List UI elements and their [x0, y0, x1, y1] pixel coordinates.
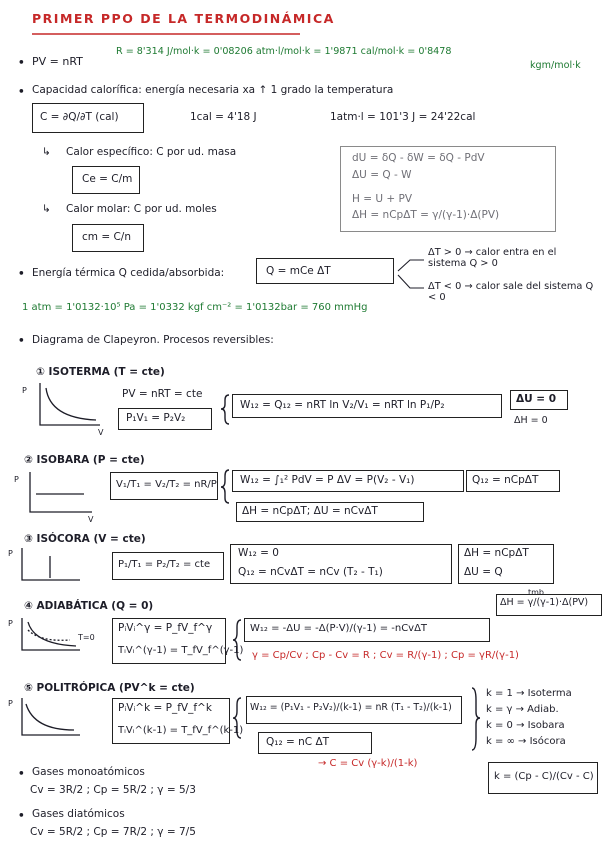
isobara-q: Q₁₂ = nCpΔT — [472, 474, 539, 486]
molar-heat-label: Calor molar: C por ud. moles — [66, 203, 217, 215]
politropica-case: k = γ → Adiab. — [486, 704, 559, 715]
atm-l-conversion: 1atm·l = 101'3 J = 24'22cal — [330, 111, 476, 123]
arrow-icon: ↳ — [42, 146, 51, 158]
isobara-dh-du: ΔH = nCpΔT; ΔU = nCvΔT — [242, 505, 378, 517]
specific-heat-label: Calor específico: C por ud. masa — [66, 146, 237, 158]
adiabatica-gamma: γ = Cp/Cv ; Cp - Cv = R ; Cv = R/(γ-1) ; Cp = γR/(γ-1) — [252, 650, 519, 661]
politropica-rel2: TᵢVᵢ^(k-1) = T_fV_f^(k-1) — [118, 725, 244, 736]
heat-capacity-formula: C = ∂Q/∂T (cal) — [40, 111, 119, 123]
axis-p-label: P — [14, 475, 19, 484]
isoterma-pv: PV = nRT = cte — [122, 388, 203, 400]
cal-joule: 1cal = 4'18 J — [190, 111, 257, 123]
molar-heat-formula: cm = C/n — [82, 231, 131, 243]
r-unit-tail: kgm/mol·k — [530, 60, 581, 71]
isocora-relation: P₁/T₁ = P₂/T₂ = cte — [118, 559, 211, 570]
politropica-q: Q₁₂ = nC ΔT — [266, 736, 330, 748]
politropica-title: ⑤ POLITRÓPICA (PV^k = cte) — [24, 682, 195, 694]
heat-out-rule: ΔT < 0 → calor sale del sistema Q < 0 — [428, 281, 594, 304]
gas-law: PV = nRT — [32, 55, 83, 68]
bullet: • — [18, 335, 25, 347]
adiabatica-rel1: PᵢVᵢ^γ = P_fV_f^γ — [118, 622, 213, 634]
axis-p-label: P — [8, 619, 13, 628]
heat-in-rule: ΔT > 0 → calor entra en el sistema Q > 0 — [428, 247, 557, 270]
thermal-energy-label: Energía térmica Q cedida/absorbida: — [32, 267, 225, 279]
politropica-case: k = ∞ → Isócora — [486, 736, 566, 747]
atm-conversion: 1 atm = 1'0132·10⁵ Pa = 1'0332 kgf cm⁻² = 1'0132bar = 760 mmHg — [22, 302, 368, 313]
bullet: • — [18, 86, 25, 98]
clapeyron-heading: Diagrama de Clapeyron. Procesos reversibles: — [32, 334, 274, 346]
isobara-relation: V₁/T₁ = V₂/T₂ = nR/P — [116, 479, 217, 490]
isoterma-dh: ΔH = 0 — [514, 415, 548, 426]
isobara-title: ② ISOBARA (P = cte) — [24, 454, 145, 466]
isoterma-work: W₁₂ = Q₁₂ = nRT ln V₂/V₁ = nRT ln P₁/P₂ — [240, 399, 445, 411]
isocora-tmb: tmb — [528, 588, 545, 597]
page-title: PRIMER PPO DE LA TERMODINÁMICA — [32, 11, 335, 26]
politropica-work: W₁₂ = (P₁V₁ - P₂V₂)/(k-1) = nR (T₁ - T₂)/(k-1) — [250, 702, 452, 713]
axis-v-label: V — [98, 428, 104, 437]
adiabatica-work: W₁₂ = -ΔU = -Δ(P·V)/(γ-1) = -nCvΔT — [250, 623, 428, 634]
bullet: • — [18, 768, 25, 780]
isoterma-relation: P₁V₁ = P₂V₂ — [126, 412, 186, 424]
isocora-title: ③ ISÓCORA (V = cte) — [24, 533, 146, 545]
politropica-rel1: PᵢVᵢ^k = P_fV_f^k — [118, 702, 212, 714]
politropica-case: k = 0 → Isobara — [486, 720, 565, 731]
arrow-icon: ↳ — [42, 203, 51, 215]
axis-p-label: P — [8, 699, 13, 708]
axis-p-label: P — [22, 386, 27, 395]
isobara-work: W₁₂ = ∫₁² PdV = P ΔV = P(V₂ - V₁) — [240, 474, 415, 486]
isoterma-title: ① ISOTERMA (T = cte) — [36, 366, 165, 378]
specific-heat-formula: Ce = C/m — [82, 173, 133, 185]
du-first-law: ΔU = Q - W — [352, 169, 412, 181]
adiabatica-side: ΔH = γ/(γ-1)·Δ(PV) — [500, 597, 589, 608]
mono-gases-values: Cv = 3R/2 ; Cp = 5R/2 ; γ = 5/3 — [30, 784, 196, 796]
r-values: R = 8'314 J/mol·k = 0'08206 atm·l/mol·k = 1'9871 cal/mol·k = 0'8478 — [116, 46, 452, 57]
axis-p-label: P — [8, 549, 13, 558]
enthalpy-change: ΔH = nCpΔT = γ/(γ-1)·Δ(PV) — [352, 209, 500, 221]
adiabatica-t0: T=0 — [78, 633, 95, 642]
enthalpy-definition: H = U + PV — [352, 193, 413, 205]
di-gases-label: Gases diatómicos — [32, 808, 125, 820]
adiabatica-rel2: TᵢVᵢ^(γ-1) = T_fV_f^(γ-1) — [118, 645, 244, 656]
isocora-du: ΔU = Q — [464, 566, 503, 578]
heat-capacity-heading: Capacidad calorífica: energía necesaria xa ↑ 1 grado la temperatura — [32, 84, 394, 96]
di-gases-values: Cv = 5R/2 ; Cp = 7R/2 ; γ = 7/5 — [30, 826, 196, 838]
bullet: • — [18, 57, 25, 69]
isocora-work: W₁₂ = 0 — [238, 547, 279, 559]
isoterma-du: ΔU = 0 — [516, 393, 557, 405]
bullet: • — [18, 810, 25, 822]
isocora-q: Q₁₂ = nCvΔT = nCv (T₂ - T₁) — [238, 566, 383, 578]
mono-gases-label: Gases monoatómicos — [32, 766, 145, 778]
axis-v-label: V — [88, 515, 94, 524]
politropica-c: → C = Cv (γ-k)/(1-k) — [318, 758, 418, 769]
thermal-energy-formula: Q = mCe ΔT — [266, 265, 331, 277]
bullet: • — [18, 268, 25, 280]
adiabatica-title: ④ ADIABÁTICA (Q = 0) — [24, 600, 154, 612]
isocora-dh: ΔH = nCpΔT — [464, 547, 529, 559]
k-formula: k = (Cp - C)/(Cv - C) — [494, 771, 594, 782]
du-differential: dU = δQ - δW = δQ - PdV — [352, 152, 485, 164]
politropica-case: k = 1 → Isoterma — [486, 688, 572, 699]
